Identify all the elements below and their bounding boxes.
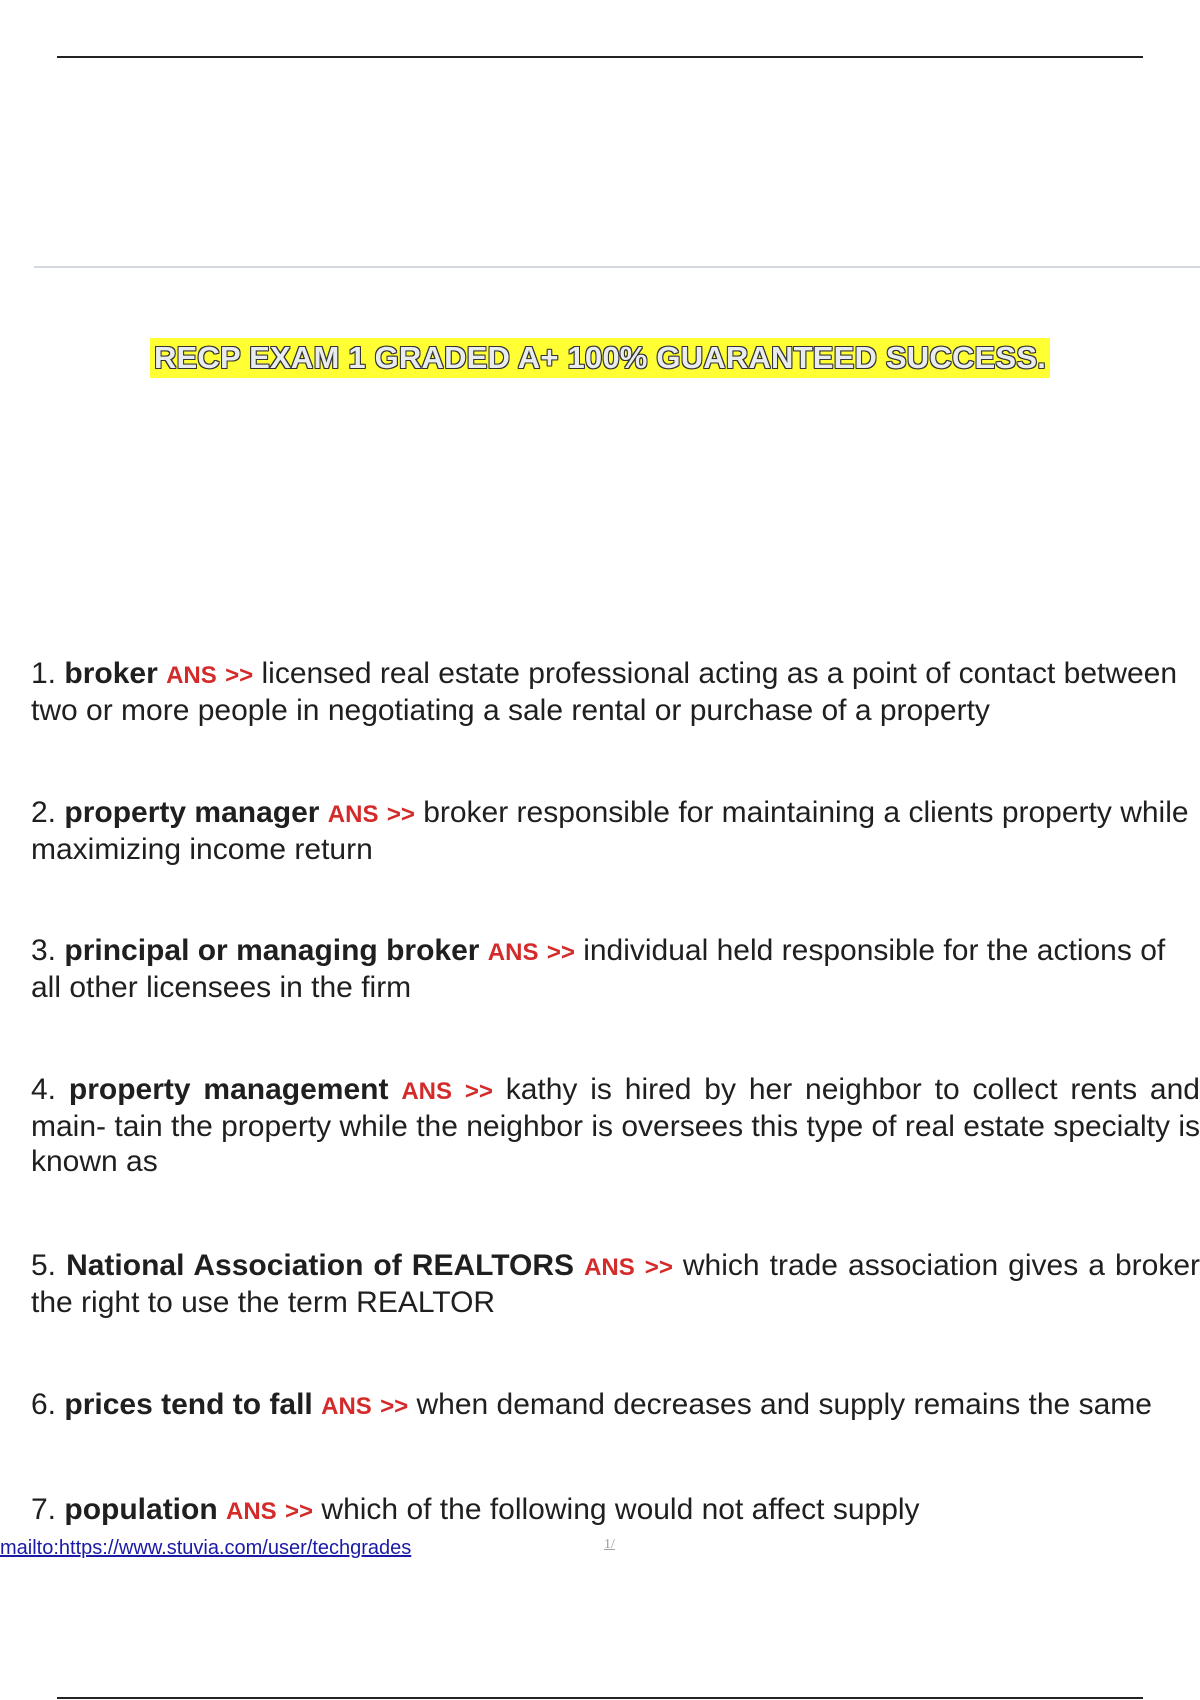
ans-arrow: >> bbox=[285, 1498, 314, 1525]
qa-item-3 bbox=[31, 933, 1200, 1005]
ans-arrow: >> bbox=[464, 1078, 493, 1105]
ans-arrow: >> bbox=[546, 939, 575, 966]
qa-item-1 bbox=[31, 656, 1200, 728]
item-answer: which of the following would not affect supply bbox=[321, 1493, 920, 1526]
top-rule bbox=[57, 56, 1143, 58]
item-answer: kathy is hired by her neighbor to collect rents and main- tain the property while the neighbor is oversees this type of real estate specialty is known as bbox=[31, 1073, 1200, 1178]
document-title: RECP EXAM 1 GRADED A+ 100% GUARANTEED SUCCESS. bbox=[150, 338, 1050, 378]
item-term: property manager bbox=[64, 796, 320, 829]
item-number: 6. bbox=[31, 1388, 57, 1421]
ans-label: ANS bbox=[166, 662, 217, 689]
item-answer: when demand decreases and supply remains the same bbox=[416, 1388, 1152, 1421]
ans-arrow: >> bbox=[380, 1393, 409, 1420]
item-answer: individual held responsible for the actions of all other licensees in the firm bbox=[31, 934, 1166, 1004]
item-term: prices tend to fall bbox=[64, 1388, 313, 1421]
footer-email-link[interactable]: mailto:https://www.stuvia.com/user/techgrades bbox=[0, 1537, 412, 1559]
ans-label: ANS bbox=[226, 1498, 277, 1525]
header-rule bbox=[34, 266, 1200, 268]
item-number: 1. bbox=[31, 657, 57, 690]
qa-item-2 bbox=[31, 795, 1200, 867]
item-term: principal or managing broker bbox=[64, 934, 480, 967]
item-answer: licensed real estate professional acting as a point of contact between two or more people in negotiating a sale rental or purchase of a property bbox=[31, 657, 1178, 727]
item-number: 4. bbox=[31, 1073, 57, 1106]
qa-item-5 bbox=[31, 1248, 1200, 1320]
ans-label: ANS bbox=[584, 1254, 635, 1281]
item-answer: which trade association gives a broker the right to use the term REALTOR bbox=[31, 1249, 1200, 1319]
item-number: 3. bbox=[31, 934, 57, 967]
item-term: population bbox=[64, 1493, 218, 1526]
item-number: 2. bbox=[31, 796, 57, 829]
ans-label: ANS bbox=[487, 939, 539, 966]
ans-label: ANS bbox=[401, 1078, 452, 1105]
ans-arrow: >> bbox=[386, 801, 415, 828]
item-number: 5. bbox=[31, 1249, 57, 1282]
bottom-rule bbox=[57, 1697, 1143, 1699]
item-answer: broker responsible for maintaining a clients property while maximizing income return bbox=[31, 796, 1189, 866]
item-term: National Association of REALTORS bbox=[66, 1249, 575, 1282]
ans-label: ANS bbox=[321, 1393, 372, 1420]
ans-label: ANS bbox=[327, 801, 379, 828]
qa-item-4 bbox=[31, 1072, 1200, 1179]
item-number: 7. bbox=[31, 1493, 57, 1526]
title-container bbox=[0, 338, 1200, 378]
qa-item-7 bbox=[31, 1492, 1200, 1529]
ans-arrow: >> bbox=[225, 662, 254, 689]
item-term: property management bbox=[68, 1073, 389, 1106]
ans-arrow: >> bbox=[644, 1254, 673, 1281]
item-term: broker bbox=[64, 657, 158, 690]
page-number-mark: 1/ bbox=[604, 1537, 615, 1552]
qa-item-6 bbox=[31, 1387, 1200, 1424]
